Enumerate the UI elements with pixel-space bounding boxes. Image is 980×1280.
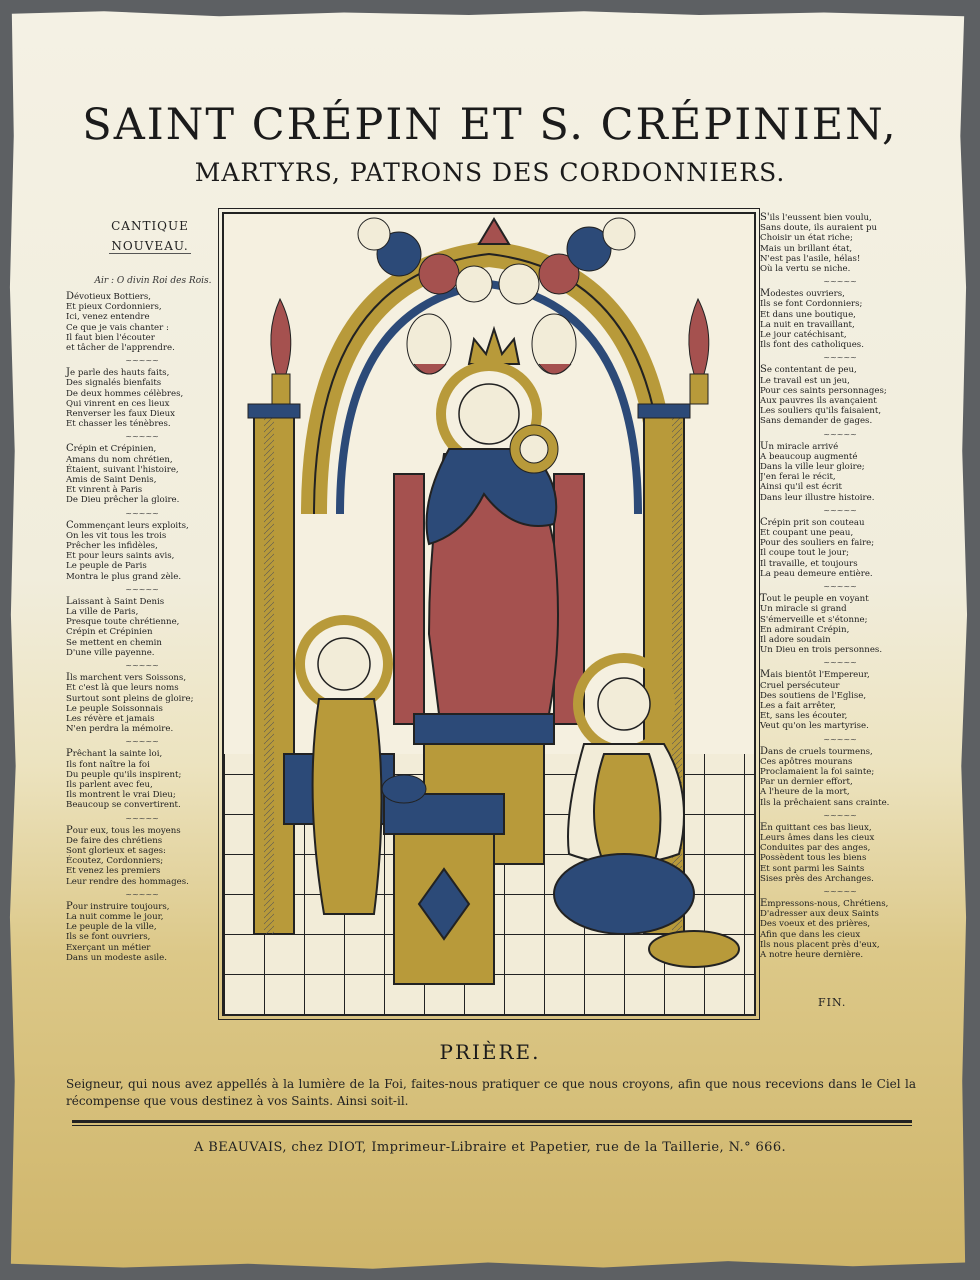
canticle-label-nouveau: NOUVEAU. [111,239,189,253]
verse-line: Mais bientôt l'Empereur, [760,669,870,681]
verse-line: Ainsi qu'il est écrit [760,482,842,493]
stanza [66,749,218,810]
stanza [760,442,920,503]
verse-line: Et pour leurs saints avis, [66,551,175,562]
shoe-basket [649,931,739,967]
verse-line: Beaucoup se convertirent. [66,800,181,811]
verse-line: Laissant à Saint Denis [66,595,165,607]
flame-right-icon [689,299,709,374]
stanza-separator: ~~~~~ [125,813,159,823]
verse-line: Un miracle arrivé [760,440,839,452]
verse-line: Conduites par des anges, [760,843,871,854]
verse-line: Veut qu'on les martyrise. [760,721,869,732]
verse-line: Et chasser les ténèbres. [66,419,171,430]
priere-heading: PRIÈRE. [439,1040,541,1064]
verse-line: et tâcher de l'apprendre. [66,343,175,354]
verse-line: Il coupe tout le jour; [760,548,850,559]
verse-line: Afin que dans les cieux [760,929,861,940]
stanza [760,213,920,274]
canticle-label: CANTIQUE [111,219,189,233]
verse-line: Ce que je vais chanter : [66,322,169,333]
verse-line: Se contentant de peu, [760,364,857,376]
stanza [760,670,920,731]
verse-line: En admirant Crépin, [760,624,850,635]
verse-line: Tout le peuple en voyant [760,593,869,605]
saint-left-head [318,638,370,690]
verse-line: Amis de Saint Denis, [66,475,157,486]
verse-line: Pour ces saints personnages; [760,385,887,396]
verse-line: Montra le plus grand zèle. [66,571,182,582]
verse-line: Amans du nom chrétien, [66,454,173,465]
verse-line: En quittant ces bas lieux, [760,821,872,833]
verses-left-column [66,292,218,967]
verse-line: Ici, venez entendre [66,312,150,323]
stanza [760,289,920,350]
verse-line: Ils montrent le vrai Dieu; [66,790,176,801]
verse-line: Dans de cruels tourmens, [760,745,873,757]
verse-line: Sont glorieux et sages: [66,845,166,856]
verse-line: N'est pas l'asile, hélas! [760,253,861,264]
verse-line: La peau demeure entière. [760,568,873,579]
verse-line: Pour eux, tous les moyens [66,824,181,836]
verse-line: Le peuple de la ville, [66,922,157,933]
verse-line: Un miracle si grand [760,604,847,615]
verse-line: Qui vinrent en ces lieux [66,398,170,409]
verse-line: Ils nous placent près d'eux, [760,939,880,950]
stanza-separator: ~~~~~ [823,429,857,439]
verse-line: Presque toute chrétienne, [66,617,180,628]
verse-line: Sises près des Archanges. [760,873,874,884]
verse-line: Dévotieux Bottiers, [66,291,152,302]
stanza-separator: ~~~~~ [823,810,857,820]
verse-line: Et pieux Cordonniers, [66,302,162,313]
verse-line: La ville de Paris, [66,607,139,618]
verse-line: D'une ville payenne. [66,647,155,658]
verse-line: Prêcher les infidèles, [66,541,158,552]
stanza [66,597,218,658]
verse-line: Crépin et Crépinien, [66,443,157,455]
verse-line: Modestes ouvriers, [760,288,845,300]
stanza [760,899,920,960]
verse-line: Leurs âmes dans les cieux [760,832,875,843]
page-subtitle: MARTYRS, PATRONS DES CORDONNIERS. [194,158,786,187]
verse-line: Ils font des catholiques. [760,340,864,351]
verse-line: Leur rendre des hommages. [66,876,189,887]
verse-line: Dans un modeste asile. [66,952,167,963]
verse-line: Choisir un état riche; [760,233,853,244]
verse-line: Ces apôtres mourans [760,756,853,767]
verse-line: On les vit tous les trois [66,530,167,541]
fin-label: FIN. [818,996,847,1009]
stanza [760,365,920,426]
verse-line: Sans demander de gages. [760,416,873,427]
verse-line: La nuit en travaillant, [760,319,855,330]
verse-line: A notre heure dernière. [760,949,864,960]
verse-line: Le peuple de Paris [66,561,147,572]
verse-line: Prêchant la sainte loi, [66,748,163,760]
verse-line: Et venez les premiers [66,866,161,877]
stanza [66,826,218,887]
verse-line: Par un dernier effort, [760,777,853,788]
verse-line: Des soutiens de l'Eglise, [760,690,867,701]
verse-line: Se mettent en chemin [66,637,162,648]
verse-line: Dans leur illustre histoire. [760,492,875,503]
verses-right-column [760,213,920,964]
stanza-separator: ~~~~~ [823,353,857,363]
stanza-separator: ~~~~~ [823,582,857,592]
verse-line: Dans la ville leur gloire; [760,462,865,473]
crown-icon [469,329,519,364]
stanza [760,747,920,808]
verse-line: Proclamaient la foi sainte; [760,766,875,777]
verse-line: Les révère et jamais [66,713,155,724]
verse-line: Ils marchent vers Soissons, [66,672,187,684]
stanza-separator: ~~~~~ [125,889,159,899]
verse-line: Possèdent tous les biens [760,853,867,864]
verse-line: Le jour catéchisant, [760,330,847,341]
stanza-separator: ~~~~~ [823,277,857,287]
divider-thick [72,1120,912,1123]
stanza-separator: ~~~~~ [823,734,857,744]
verse-line: Et dans une boutique, [760,309,856,320]
flame-left-icon [271,299,291,374]
stanza-separator: ~~~~~ [125,432,159,442]
verse-line: Aux pauvres ils avançaient [760,396,877,407]
verse-line: Cruel persécuteur [760,680,840,691]
verse-line: Le travail est un jeu, [760,375,850,386]
stanza-separator: ~~~~~ [823,658,857,668]
stanza-separator: ~~~~~ [823,505,857,515]
verse-line: Ils font naître la foi [66,759,150,770]
verse-line: Et, sans les écouter, [760,711,848,722]
verse-line: Les souliers qu'ils faisaient, [760,406,882,417]
verse-line: Ils la prêchaient sans crainte. [760,797,890,808]
stanza [66,368,218,429]
stanza [760,823,920,884]
stanza [66,521,218,582]
verse-line: Du peuple qu'ils inspirent; [66,769,182,780]
verse-line: Ils se font ouvriers, [66,932,151,943]
stanza [760,518,920,579]
verse-line: S'ils l'eussent bien voulu, [760,212,872,223]
stanza-separator: ~~~~~ [125,508,159,518]
verse-line: Où la vertu se niche. [760,264,851,275]
stanza [66,444,218,505]
verse-line: Et vinrent à Paris [66,485,143,496]
verse-line: De Dieu prêcher la gloire. [66,495,180,506]
saint-right-head [598,678,650,730]
saint-right-robe [554,854,694,934]
verse-line: Des signalés bienfaits [66,378,162,389]
verse-line: Et sont parmi les Saints [760,863,865,874]
verse-line: Commençant leurs exploits, [66,519,189,531]
verse-line: Sans doute, ils auraient pu [760,223,878,234]
verse-line: Pour instruire toujours, [66,900,170,912]
saint-right-apron [594,754,660,864]
verse-line: Renverser les faux Dieux [66,409,175,420]
canticle-air: Air : O divin Roi des Rois. [94,276,212,286]
verse-line: Les a fait arrêter, [760,700,836,711]
verse-line: Ils parlent avec feu, [66,779,153,790]
verse-line: A l'heure de la mort, [760,787,850,798]
stanza [66,292,218,353]
stanza-separator: ~~~~~ [125,356,159,366]
verse-line: Crépin et Crépinien [66,627,153,638]
verse-line: Mais un brillant état, [760,243,853,254]
verse-line: Ils se font Cordonniers; [760,299,863,310]
stanza-separator: ~~~~~ [125,584,159,594]
verse-line: N'en perdra la mémoire. [66,724,174,735]
verse-line: Des voeux et des prières, [760,919,871,930]
verse-line: Exerçant un métier [66,942,151,953]
verse-line: Surtout sont pleins de gloire; [66,693,194,704]
stanza [66,673,218,734]
pedestal-top [414,714,554,744]
leather-piece [382,775,426,803]
verse-line: Écoutez, Cordonniers; [66,856,164,867]
stanza [760,594,920,655]
stanza [66,902,218,963]
divider-thin [72,1125,912,1126]
saint-left-robe [313,699,382,914]
page-title: SAINT CRÉPIN ET S. CRÉPINIEN, [82,100,898,150]
verse-line: Pour des souliers en faire; [760,538,875,549]
canticle-heading [70,216,230,256]
printer-imprint: A BEAUVAIS, chez DIOT, Imprimeur-Libraire et Papetier, rue de la Taillerie, N.° 666. [193,1140,787,1155]
verse-line: Il travaille, et toujours [760,558,858,569]
verse-line: De deux hommes célèbres, [66,388,184,399]
verse-line: A beaucoup augmenté [760,451,858,462]
stanza-separator: ~~~~~ [125,661,159,671]
trinity-triangle [479,219,509,244]
verse-line: Il adore soudain [760,634,831,645]
woodcut-illustration [222,212,756,1016]
stanza-separator: ~~~~~ [125,737,159,747]
saints-woodcut-image [224,214,754,1014]
verse-line: Le peuple Soissonnais [66,703,163,714]
verse-line: Étaient, suivant l'histoire, [66,464,179,475]
verse-line: D'adresser aux deux Saints [760,909,879,920]
verse-line: J'en ferai le récit, [760,472,836,483]
verse-line: Il faut bien l'écouter [66,332,155,343]
verse-line: La nuit comme le jour, [66,911,164,922]
stanza-separator: ~~~~~ [823,886,857,896]
verse-line: De faire des chrétiens [66,835,163,846]
verse-line: Et coupant une peau, [760,528,854,539]
prayer-text: Seigneur, qui nous avez appellés à la lumière de la Foi, faites-nous pratiquer ce que nous croyons, afin que nous recevions dans le Ciel la récompense que vous destinez à vos Saints. Ainsi soit-il. [66,1077,916,1108]
verse-line: S'émerveille et s'étonne; [760,614,868,625]
verse-line: Je parle des hauts faits, [66,367,170,379]
verse-line: Et c'est là que leurs noms [66,683,179,694]
verse-line: Un Dieu en trois personnes. [760,645,883,656]
verse-line: Crépin prit son couteau [760,516,865,528]
verse-line: Empressons-nous, Chrétiens, [760,897,889,909]
